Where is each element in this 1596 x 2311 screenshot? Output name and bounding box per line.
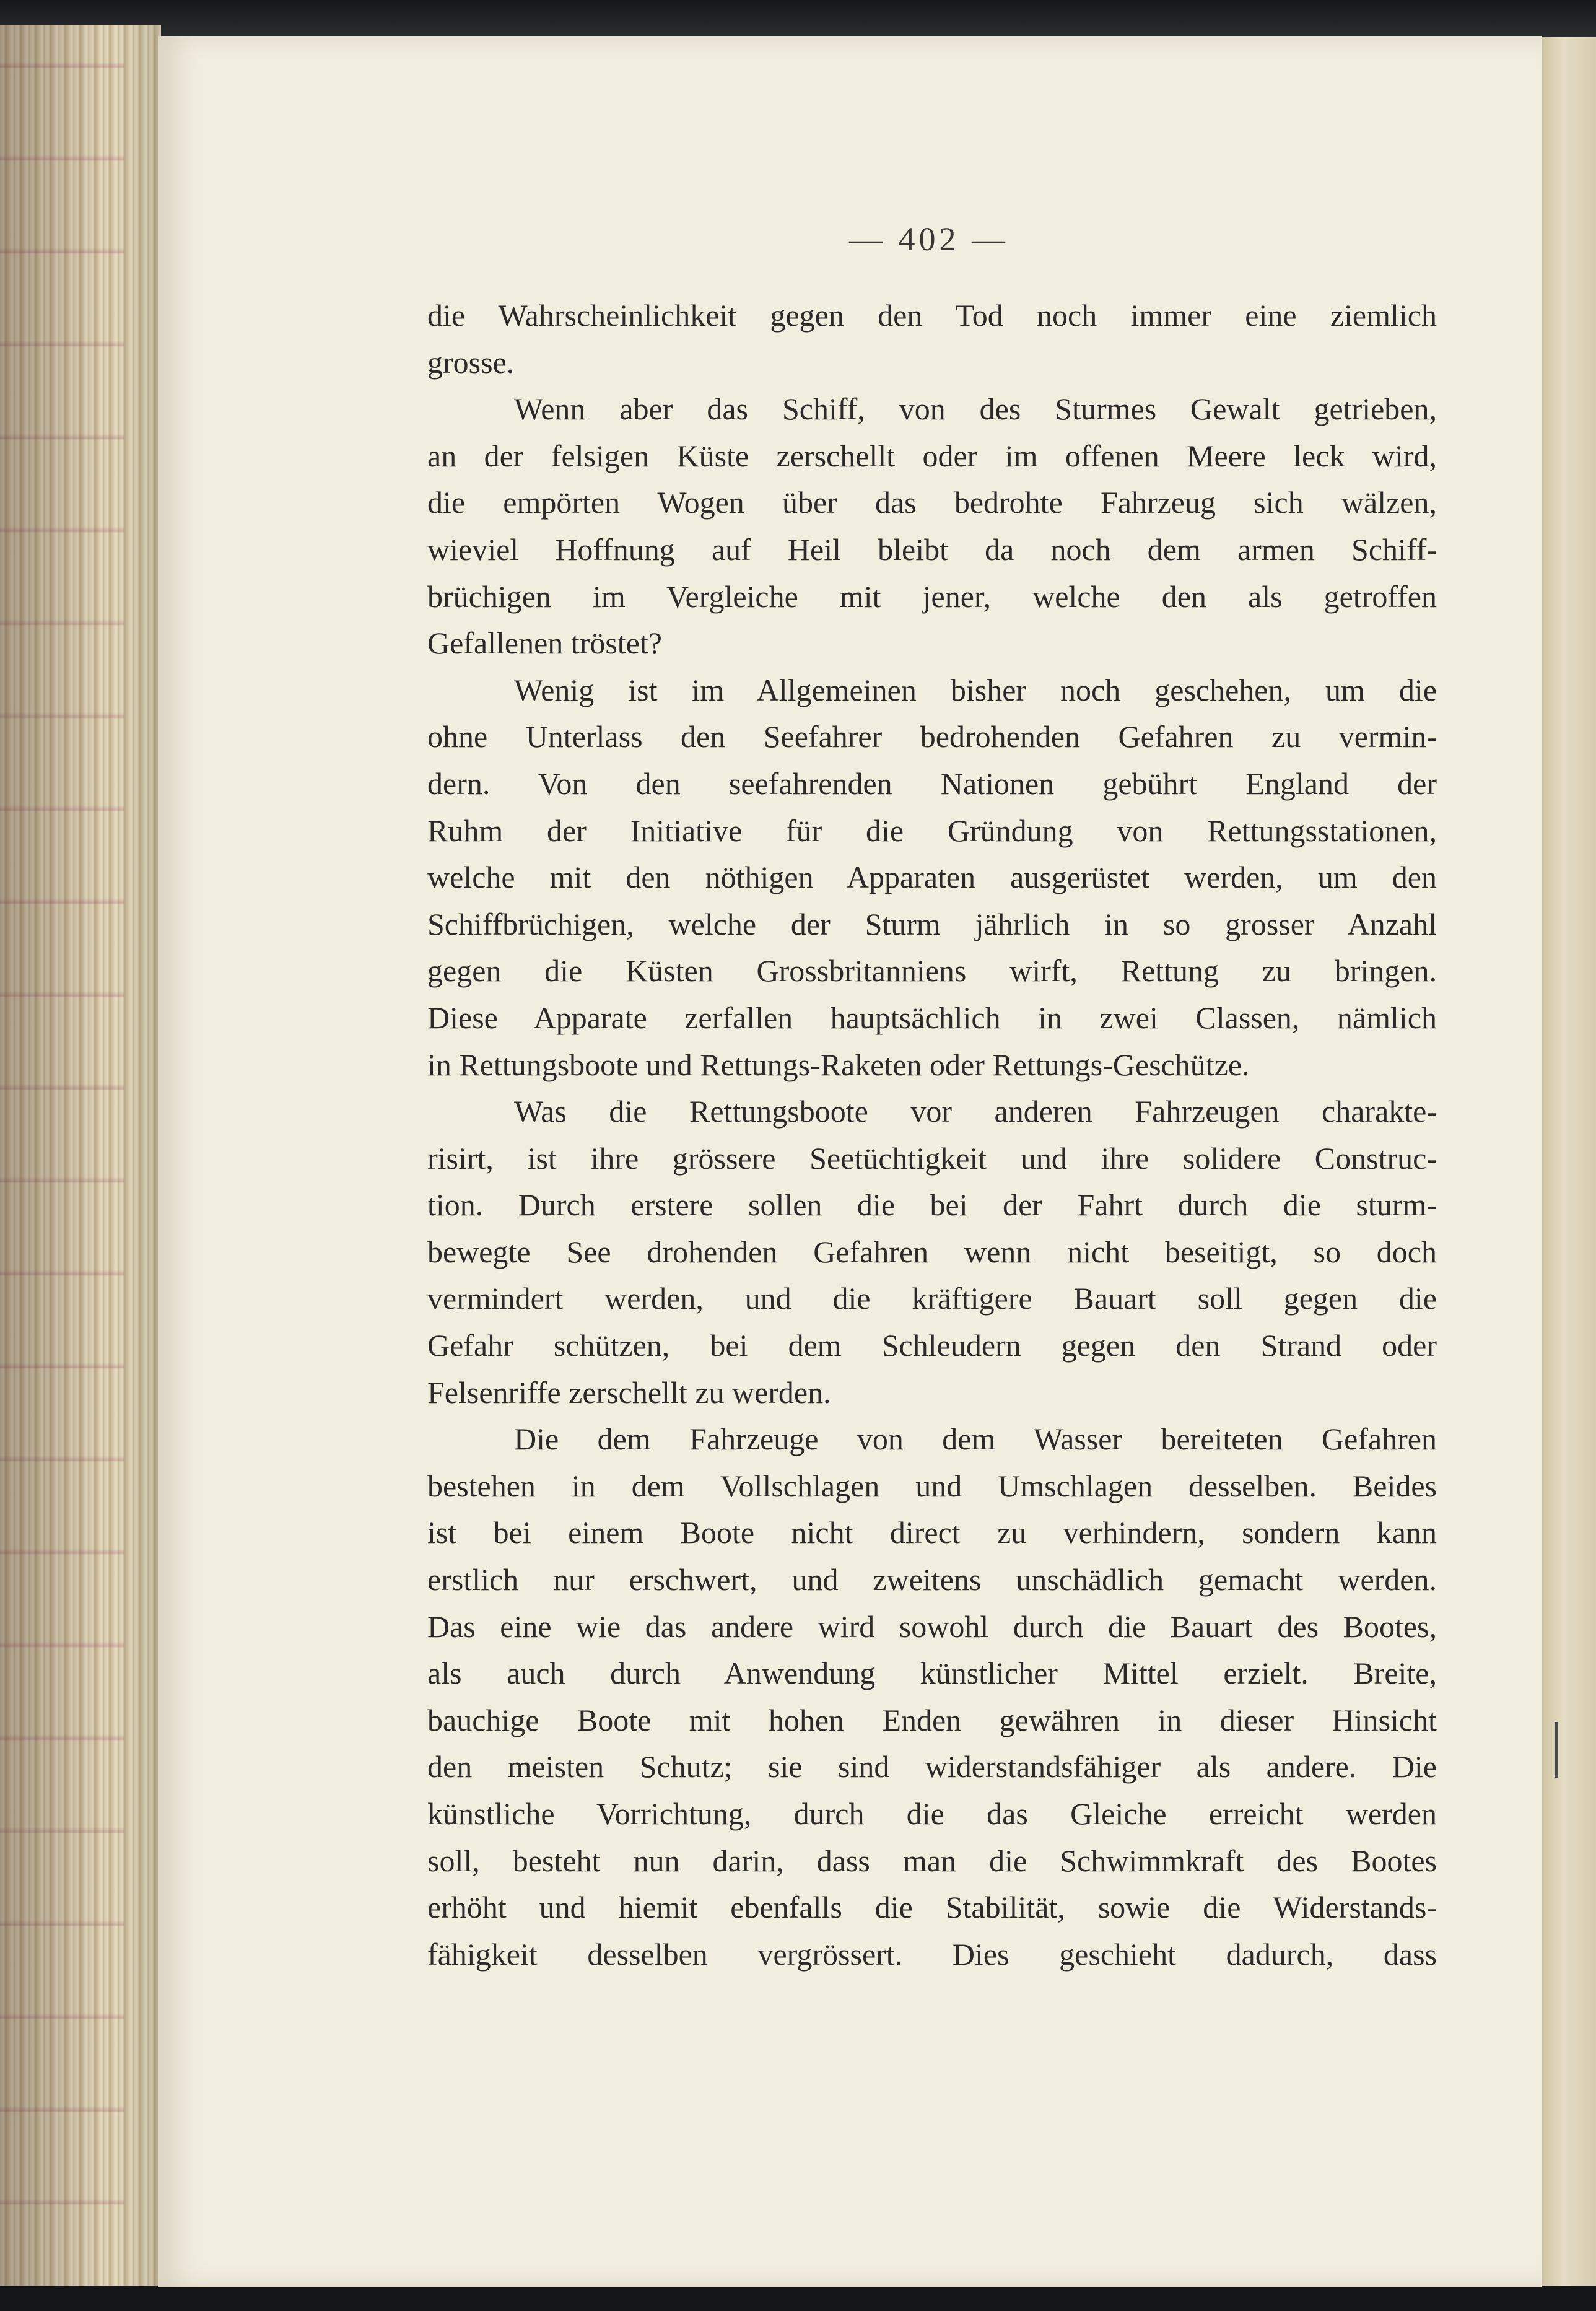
next-page-edge xyxy=(1542,37,1596,2292)
text-line: Die dem Fahrzeuge von dem Wasser bereiteten Gefahren xyxy=(514,1422,1437,1457)
text-line: die empörten Wogen über das bedrohte Fahrzeug sich wälzen, xyxy=(427,485,1437,520)
page-edge-shadow xyxy=(0,25,161,2292)
text-line: Ruhm der Initiative für die Gründung von Rettungsstationen, xyxy=(427,813,1437,848)
text-line: Was die Rettungsboote vor anderen Fahrzeugen charakte- xyxy=(514,1094,1437,1129)
binding-mark xyxy=(1555,1722,1558,1778)
text-line: risirt, ist ihre grössere Seetüchtigkeit und ihre solidere Construc- xyxy=(427,1140,1437,1176)
text-line: Wenn aber das Schiff, von des Sturmes Gewalt getrieben, xyxy=(514,391,1437,427)
scanner-background-bottom xyxy=(0,2286,1596,2311)
text-line: Das eine wie das andere wird sowohl durch die Bauart des Bootes, xyxy=(427,1609,1437,1644)
text-line: Gefahr schützen, bei dem Schleudern gegen den Strand oder xyxy=(427,1328,1437,1363)
text-line: ist bei einem Boote nicht direct zu verhindern, sondern kann xyxy=(427,1515,1437,1550)
text-line: künstliche Vorrichtung, durch die das Gleiche erreicht werden xyxy=(427,1796,1437,1831)
text-line: den meisten Schutz; sie sind widerstandsfähiger als andere. Die xyxy=(427,1749,1437,1785)
text-line: wieviel Hoffnung auf Heil bleibt da noch dem armen Schiff- xyxy=(427,531,1437,567)
text-line: fähigkeit desselben vergrössert. Dies geschieht dadurch, dass xyxy=(427,1936,1437,1972)
text-line: bestehen in dem Vollschlagen und Umschlagen desselben. Beides xyxy=(427,1468,1437,1503)
text-line: als auch durch Anwendung künstlicher Mittel erzielt. Breite, xyxy=(427,1656,1437,1691)
text-line: vermindert werden, und die kräftigere Bauart soll gegen die xyxy=(427,1281,1437,1316)
text-line: die Wahrscheinlichkeit gegen den Tod noch immer eine ziemlich xyxy=(427,298,1437,333)
text-line: bewegte See drohenden Gefahren wenn nicht beseitigt, so doch xyxy=(427,1234,1437,1269)
text-line: brüchigen im Vergleiche mit jener, welche den als getroffen xyxy=(427,579,1437,614)
page-number: — 402 — xyxy=(849,221,1009,258)
text-line: Felsenriffe zerschellt zu werden. xyxy=(427,1374,831,1410)
text-line: Wenig ist im Allgemeinen bisher noch geschehen, um die xyxy=(514,672,1437,707)
text-line: welche mit den nöthigen Apparaten ausgerüstet werden, um den xyxy=(427,860,1437,895)
text-line: erstlich nur erschwert, und zweitens unschädlich gemacht werden. xyxy=(427,1562,1437,1597)
text-line: tion. Durch erstere sollen die bei der Fahrt durch die sturm- xyxy=(427,1187,1437,1223)
text-line: ohne Unterlass den Seefahrer bedrohenden Gefahren zu vermin- xyxy=(427,719,1437,754)
text-line: grosse. xyxy=(427,344,515,380)
text-line: soll, besteht nun darin, dass man die Schwimmkraft des Bootes xyxy=(427,1843,1437,1878)
text-line: Gefallenen tröstet? xyxy=(427,626,662,661)
text-line: dern. Von den seefahrenden Nationen gebührt England der xyxy=(427,766,1437,801)
text-line: in Rettungsboote und Rettungs-Raketen oder Rettungs-Geschütze. xyxy=(427,1047,1250,1082)
text-line: an der felsigen Küste zerschellt oder im offenen Meere leck wird, xyxy=(427,438,1437,473)
body-text xyxy=(427,292,1437,1978)
text-line: erhöht und hiemit ebenfalls die Stabilität, sowie die Widerstands- xyxy=(427,1890,1437,1925)
text-line: gegen die Küsten Grossbritanniens wirft, Rettung zu bringen. xyxy=(427,953,1437,989)
scanner-background-top xyxy=(0,0,1596,37)
text-line: Schiffbrüchigen, welche der Sturm jährlich in so grosser Anzahl xyxy=(427,906,1437,941)
text-line: bauchige Boote mit hohen Enden gewähren in dieser Hinsicht xyxy=(427,1702,1437,1737)
text-line: Diese Apparate zerfallen hauptsächlich in zwei Classen, nämlich xyxy=(427,1000,1437,1035)
